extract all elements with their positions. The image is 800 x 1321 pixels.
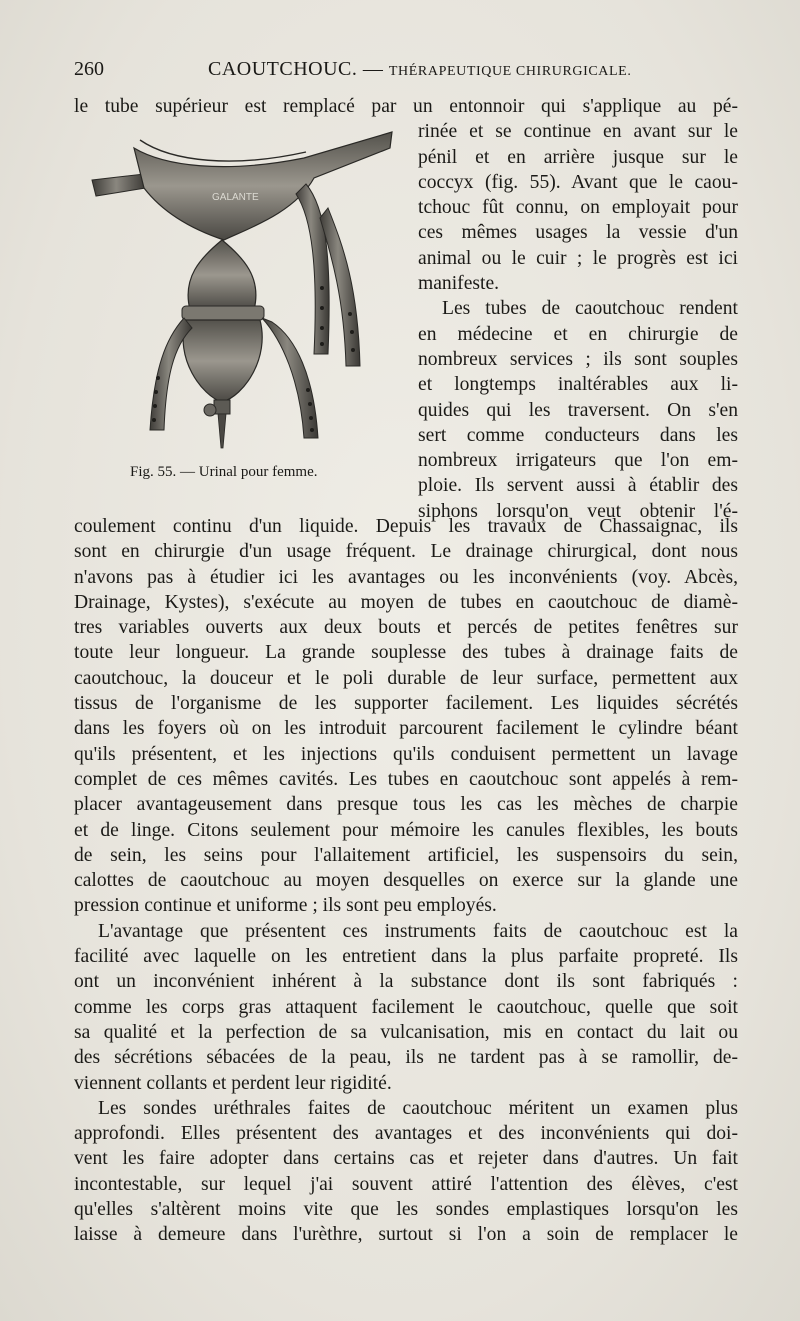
text-line: tissus de l'organisme de les supporter facilement. Les liquides sécrétés <box>74 693 738 715</box>
text-line: toute leur longueur. La grande souplesse des tubes à drainage faits de <box>74 642 738 664</box>
text-line: n'avons pas à étudier ici les avantages ou les inconvénients (voy. Abcès, <box>74 566 738 588</box>
page-number: 260 <box>74 58 104 80</box>
text-line: sert comme conducteurs dans les <box>418 424 738 446</box>
text-line: L'avantage que présentent ces instruments faits de caoutchouc est la <box>98 920 738 942</box>
text-line: coulement continu d'un liquide. Depuis les travaux de Chassaignac, ils <box>74 516 738 537</box>
text-line: dans les foyers où on les introduit parcourent facilement le cylindre béant <box>74 718 738 740</box>
running-header <box>74 58 738 88</box>
text-line: placer avantageusement dans presque tous les cas les mèches de charpie <box>74 794 738 816</box>
text-line: facilité avec laquelle on les entretient dans la plus parfaite propreté. Ils <box>74 946 738 968</box>
text-line: nombreux services ; ils sont souples <box>418 348 738 370</box>
text-line: sont en chirurgie d'un usage fréquent. Le drainage chirurgical, dont nous <box>74 541 738 563</box>
figure-urinal <box>74 118 406 490</box>
text-line: et de linge. Citons seulement pour mémoire les canules flexibles, les bouts <box>74 819 738 841</box>
text-line: quides qui les traversent. On s'en <box>418 399 738 421</box>
text-line: complet de ces mêmes cavités. Les tubes en caoutchouc sont appelés à rem- <box>74 768 738 790</box>
text-line: des sécrétions sébacées de la peau, ils ne tardent pas à se ramollir, de- <box>74 1047 738 1069</box>
embossed-label: GALANTE <box>212 192 259 203</box>
text-line: approfondi. Elles présentent des avantages et des inconvénients qui doi- <box>74 1123 738 1145</box>
text-line: ces mêmes usages la vessie d'un <box>418 222 738 244</box>
text-line: et longtemps inaltérables aux li- <box>418 374 738 396</box>
urinal-engraving <box>74 118 406 490</box>
text-line: nombreux irrigateurs que l'on em- <box>418 450 738 472</box>
text-line: pénil et en arrière jusque sur le <box>418 146 738 168</box>
funnel-shape <box>134 132 392 240</box>
text-line: incontestable, sur lequel j'ai souvent attiré l'attention des élèves, c'est <box>74 1173 738 1195</box>
text-line: tres variables ouverts aux deux bouts et percés de petites fenêtres sur <box>74 617 738 639</box>
text-line: qu'ils présentent, et les injections qu'ils conduisent permettent un lavage <box>74 743 738 765</box>
text-line: sa qualité et la perfection de sa vulcanisation, mis en contact du lait ou <box>74 1021 738 1043</box>
figure-caption: Fig. 55. — Urinal pour femme. <box>130 464 318 480</box>
text-line: animal ou le cuir ; le progrès est ici <box>418 247 738 269</box>
text-line: vent les faire adopter dans certains cas et rejeter dans d'autres. Un fait <box>74 1148 738 1170</box>
text-line: comme les corps gras attaquent facilement le caoutchouc, quelle que soit <box>74 996 738 1018</box>
text-line: ploie. Ils servent aussi à établir des <box>418 475 738 497</box>
text-line: rinée et se continue en avant sur le <box>418 121 738 143</box>
main-body-text <box>74 514 738 1248</box>
text-line: viennent collants et perdent leur rigidité. <box>74 1072 392 1094</box>
text-line: caoutchouc, la douceur et le poli durable de leur surface, permettent aux <box>74 667 738 689</box>
running-title <box>208 58 631 81</box>
text-line: qu'elles s'altèrent moins vite que les sondes emplastiques lorsqu'on les <box>74 1199 738 1221</box>
text-line: siphons lorsqu'on veut obtenir l'é- <box>418 500 738 522</box>
text-line: ont un inconvénient inhérent à la substance dont ils sont fabriqués : <box>74 971 738 993</box>
text-line: Les tubes de caoutchouc rendent <box>442 298 738 320</box>
text-line: Les sondes uréthrales faites de caoutchouc méritent un examen plus <box>98 1097 738 1119</box>
running-title-sub: THÉRAPEUTIQUE CHIRURGICALE. <box>388 64 632 79</box>
text-line: calottes de caoutchouc au moyen desquelles on exerce sur la glande une <box>74 870 738 892</box>
right-column-text <box>418 94 738 524</box>
text-line: coccyx (fig. 55). Avant que le caou- <box>418 171 738 193</box>
text-line: tchouc fût connu, on employait pour <box>418 197 738 219</box>
text-line: laisse à demeure dans l'urèthre, surtout si l'on a soin de remplacer le <box>74 1224 738 1246</box>
running-title-main: CAOUTCHOUC. — <box>208 58 384 80</box>
text-line: Drainage, Kystes), s'exécute au moyen de tubes en caoutchouc de diamè- <box>74 591 738 613</box>
text-line: en médecine et en chirurgie de <box>418 323 738 345</box>
text-line: manifeste. <box>418 273 500 295</box>
text-line: pression continue et uniforme ; ils sont peu employés. <box>74 895 497 917</box>
text-line: de sein, les seins pour l'allaitement artificiel, les suspensoirs du sein, <box>74 844 738 866</box>
text-line: le tube supérieur est remplacé par un entonnoir qui s'applique au pé- <box>74 96 738 117</box>
